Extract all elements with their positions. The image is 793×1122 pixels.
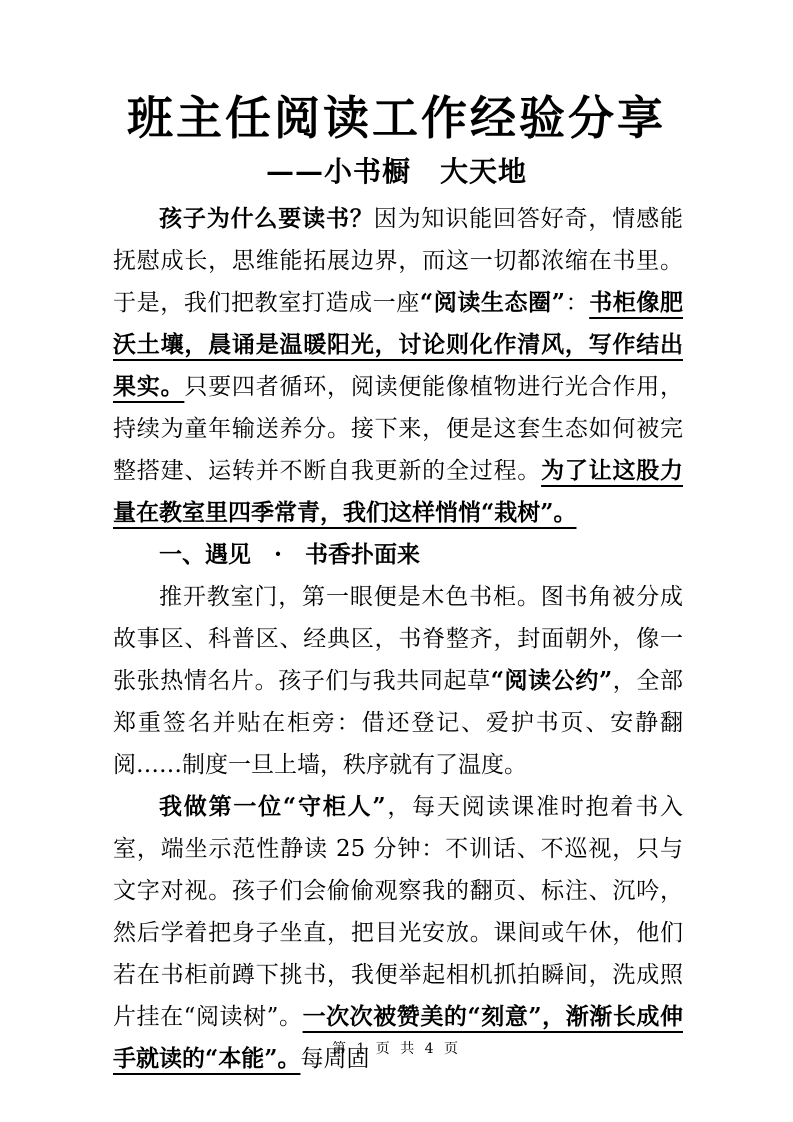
text-run: 因为知识能回答好奇，情感能抚慰成长，思维能拓展边界，而这一切都浓缩在书里。于是，我们把教室打造成一座 [113, 206, 684, 316]
text-run: 每周固 [300, 1046, 370, 1072]
text-run: 推开教室门，第一眼便是木色书柜。图书角被分成故事区、科普区、经典区，书脊整齐，封面朝外，像一张张热情名片。孩子们与我共同起草 [113, 584, 683, 694]
text-run: 一次次被赞美的“刻意”，渐渐长成伸手就读的“本能”。 [113, 1003, 683, 1072]
document-title: 班主任阅读工作经验分享 [127, 91, 666, 145]
text-run: “阅读生态圈” [419, 289, 565, 316]
text-run: “阅读公约” [490, 667, 613, 694]
section-heading [113, 534, 683, 576]
document-subtitle: ——小书橱 大天地 [265, 155, 527, 188]
page-number-footer: 第 1 页 共 4 页 [331, 1041, 462, 1057]
text-run: 为了让这股力量在教室里四季常青，我们这样悄悄“栽树”。 [113, 457, 684, 526]
text-run: 孩子为什么要读书？ [159, 205, 374, 232]
text-run: 书柜像肥沃土壤，晨诵是温暖阳光，讨论则化作清风，写作结出果实。 [113, 289, 684, 400]
text-run: 我做第一位“守柜人” [159, 793, 386, 820]
text-run: 只要四者循环，阅读便能像植物进行光合作用，持续为童年输送养分。接下来，便是这套生态如何被完整搭建、运转并不断自我更新的全过程。 [113, 374, 684, 484]
document-body [113, 198, 683, 1080]
paragraph [113, 576, 683, 786]
paragraph [113, 786, 683, 1080]
text-run: 一、遇见 · 书香扑面来 [159, 541, 421, 568]
text-run: ，全部郑重签名并贴在柜旁：借还登记、爱护书页、安静翻阅……制度一旦上墙，秩序就有了温度。 [113, 668, 684, 778]
text-run: ： [564, 290, 590, 316]
paragraph [113, 198, 683, 534]
text-run: ，每天阅读课准时抱着书入室，端坐示范性静读 25 分钟：不训话、不巡视，只与文字对视。孩子们会偷偷观察我的翻页、标注、沉吟，然后学着把身子坐直，把目光安放。课间或午休，他们若在书柜前蹲下挑书，我便举起相机抓拍瞬间，洗成照片挂在“阅读树”。 [113, 794, 683, 1030]
